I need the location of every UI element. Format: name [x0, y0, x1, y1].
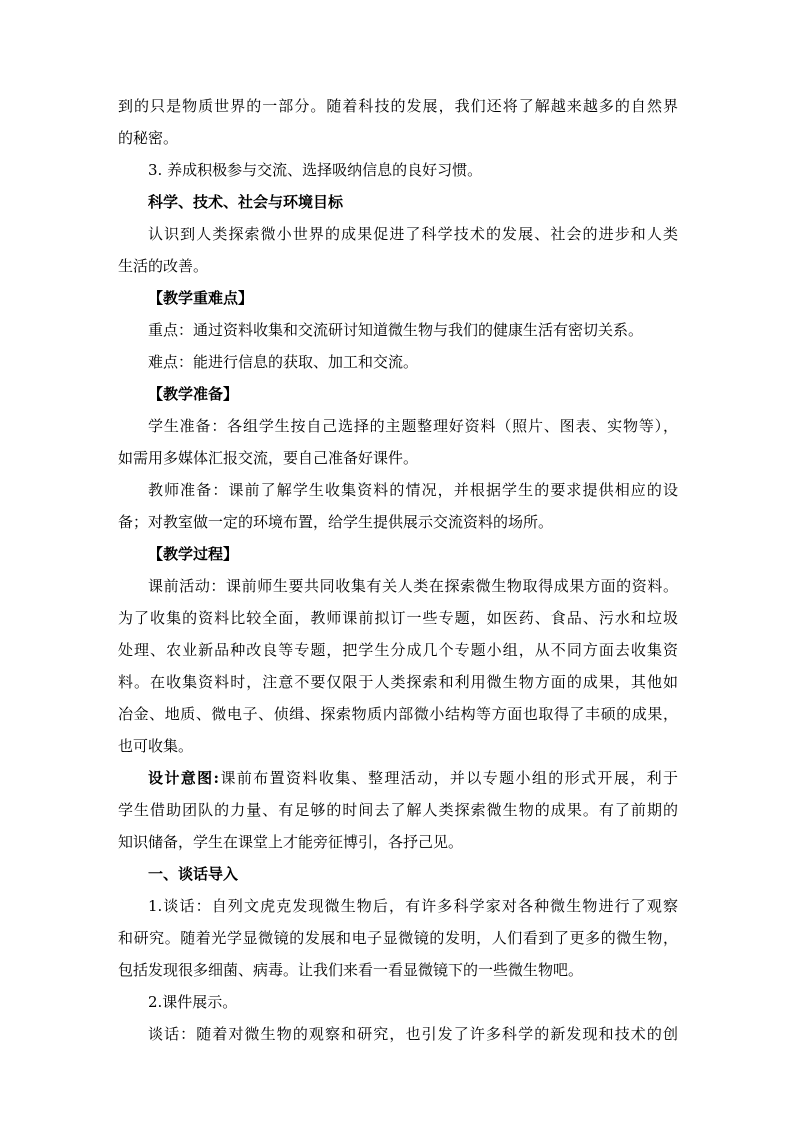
paragraph-line: 谈话：随着对微生物的观察和研究，也引发了许多科学的新发现和技术的创	[148, 1025, 678, 1043]
paragraph-line: 学生借助团队的力量、有足够的时间去了解人类探索微生物的成果。有了前期的	[118, 801, 678, 819]
paragraph-line: 到的只是物质世界的一部分。随着科技的发展，我们还将了解越来越多的自然界	[118, 97, 678, 115]
paragraph-line: 和研究。随着光学显微镜的发展和电子显微镜的发明，人们看到了更多的微生物，	[118, 929, 678, 947]
paragraph-line: 如需用多媒体汇报交流，要自己准备好课件。	[118, 449, 419, 467]
difficulty-text: 难点：能进行信息的获取、加工和交流。	[148, 353, 419, 371]
design-intent-text: 课前布置资料收集、整理活动，并以专题小组的形式开展，利于	[219, 769, 678, 787]
paragraph-line: 为了收集的资料比较全面，教师课前拟订一些专题，如医药、食品、污水和垃圾	[118, 609, 678, 627]
design-intent-label: 设计意图:	[148, 769, 220, 787]
design-intent-line	[118, 762, 678, 794]
paragraph-line: 的秘密。	[118, 129, 179, 147]
paragraph-line: 处理、农业新品种改良等专题，把学生分成几个专题小组，从不同方面去收集资	[118, 641, 678, 659]
list-item-2: 2.课件展示。	[148, 993, 238, 1011]
paragraph-line: 冶金、地质、微电子、侦缉、探索物质内部微小结构等方面也取得了丰硕的成果，	[118, 705, 678, 723]
list-item-3: 3. 养成积极参与交流、选择吸纳信息的良好习惯。	[148, 161, 483, 179]
paragraph-line: 教师准备：课前了解学生收集资料的情况，并根据学生的要求提供相应的设	[148, 481, 678, 499]
paragraph-line: 包括发现很多细菌、病毒。让我们来看一看显微镜下的一些微生物吧。	[118, 961, 584, 979]
paragraph-line: 也可收集。	[118, 737, 194, 755]
section-heading-sts-goal: 科学、技术、社会与环境目标	[148, 193, 344, 211]
section-heading-intro: 一、谈话导入	[148, 865, 239, 883]
paragraph-line: 1.谈话：自列文虎克发现微生物后，有许多科学家对各种微生物进行了观察	[148, 897, 678, 915]
paragraph-line: 知识储备，学生在课堂上才能旁征博引，各抒己见。	[118, 833, 464, 851]
paragraph-line: 生活的改善。	[118, 257, 209, 275]
paragraph-line: 备；对教室做一定的环境布置，给学生提供展示交流资料的场所。	[118, 513, 554, 531]
key-point-text: 重点：通过资料收集和交流研讨知道微生物与我们的健康生活有密切关系。	[148, 321, 644, 339]
paragraph-line: 课前活动：课前师生要共同收集有关人类在探索微生物取得成果方面的资料。	[148, 577, 678, 595]
paragraph-line: 认识到人类探索微小世界的成果促进了科学技术的发展、社会的进步和人类	[148, 225, 678, 243]
section-heading-process: 【教学过程】	[148, 545, 239, 563]
paragraph-line: 学生准备：各组学生按自己选择的主题整理好资料（照片、图表、实物等），	[148, 417, 678, 435]
section-heading-key-points: 【教学重难点】	[148, 289, 254, 307]
paragraph-line: 料。在收集资料时，注意不要仅限于人类探索和利用微生物方面的成果，其他如	[118, 673, 678, 691]
section-heading-preparation: 【教学准备】	[148, 385, 239, 403]
